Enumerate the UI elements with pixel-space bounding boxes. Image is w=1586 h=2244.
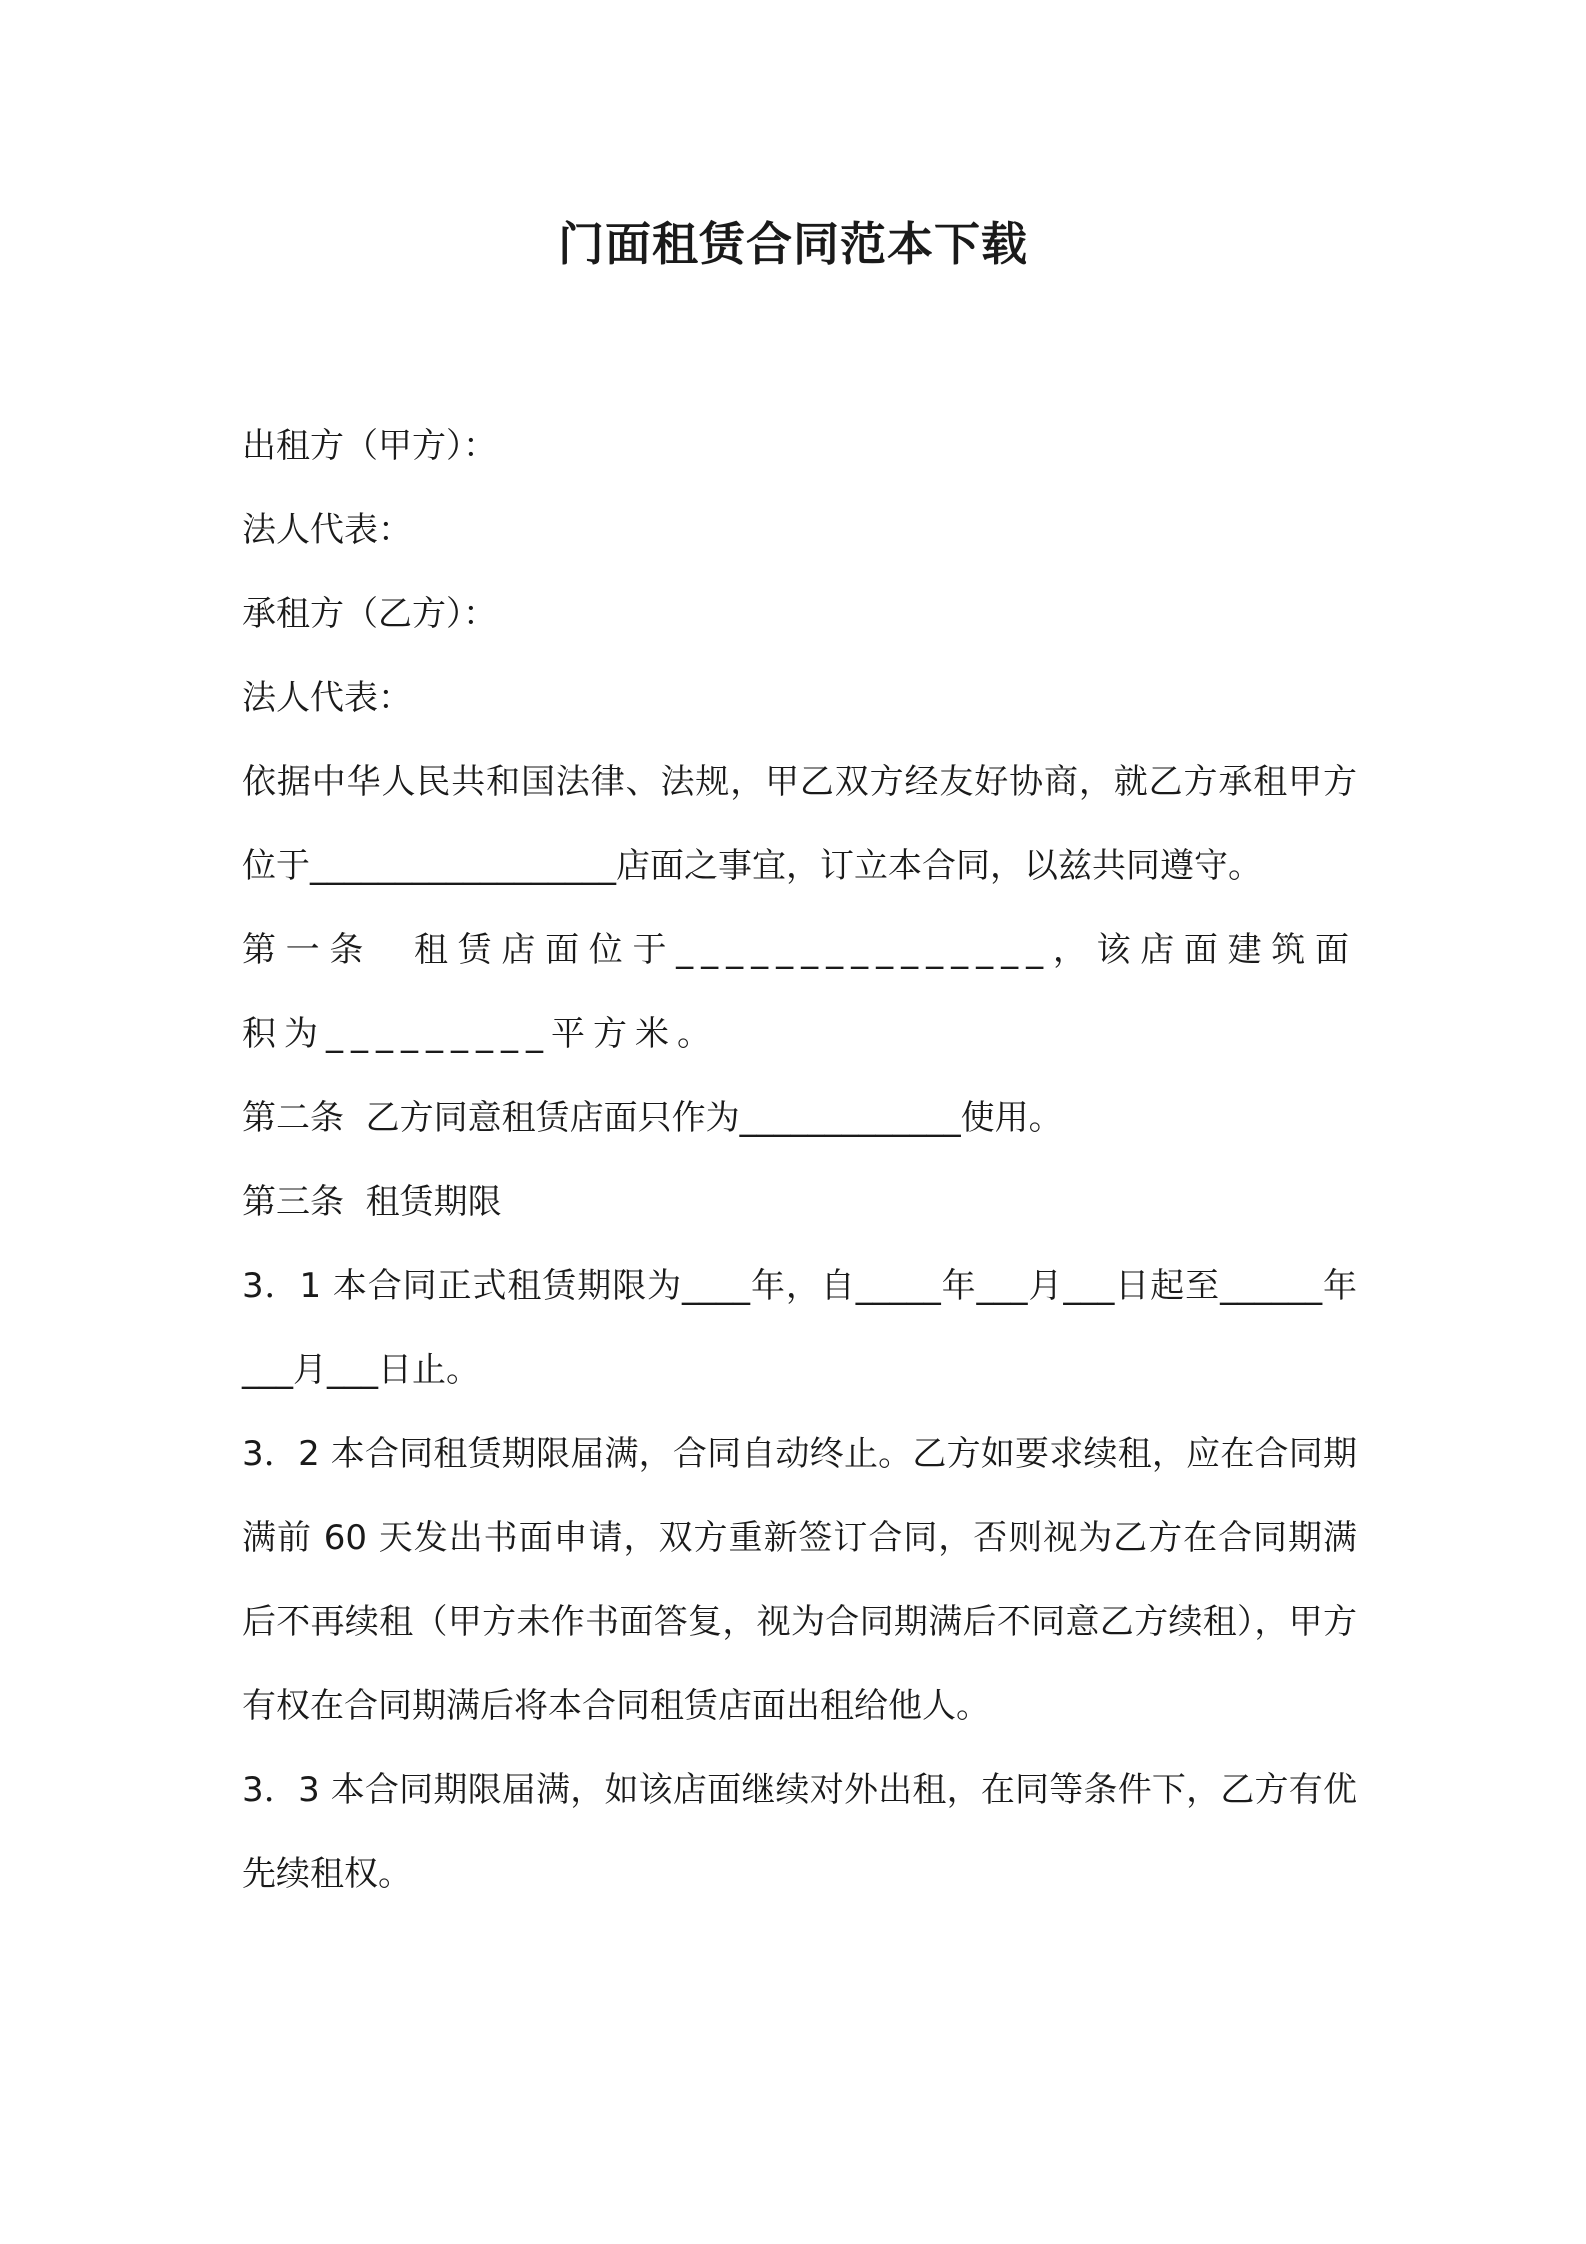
clause-3-3-paragraph: 3．3 本合同期限届满，如该店面继续对外出租，在同等条件下，乙方有优先续租权。 xyxy=(242,1770,1357,1894)
article-2-paragraph: 第二条 乙方同意租赁店面只作为_____________使用。 xyxy=(242,1098,1063,1138)
lessee-legal-rep-line: 法人代表： xyxy=(242,678,412,718)
lessor-legal-rep-line: 法人代表： xyxy=(242,510,412,550)
preamble-paragraph: 依据中华人民共和国法律、法规，甲乙双方经友好协商，就乙方承租甲方位于__________________店面之事宜，订立本合同，以兹共同遵守。 xyxy=(242,762,1357,886)
article-1-paragraph: 第一条 租赁店面位于_______________，该店面建筑面积为_________平方米。 xyxy=(242,930,1357,1054)
lessee-line: 承租方（乙方）： xyxy=(242,594,497,634)
clause-3-2-paragraph: 3．2 本合同租赁期限届满，合同自动终止。乙方如要求续租，应在合同期满前 60 天发出书面申请，双方重新签订合同，否则视为乙方在合同期满后不再续租（甲方未作书面答复，视为合同期满后不同意乙方续租），甲方有权在合同期满后将本合同租赁店面出租给他人。 xyxy=(242,1434,1357,1726)
document-body xyxy=(242,404,1357,1916)
clause-3-1-paragraph: 3．1 本合同正式租赁期限为____年，自_____年___月___日起至______年___月___日止。 xyxy=(242,1266,1357,1390)
lessor-line: 出租方（甲方）： xyxy=(242,426,497,466)
document-title: 门面租赁合同范本下载 xyxy=(558,217,1028,271)
article-3-heading: 第三条 租赁期限 xyxy=(242,1182,502,1222)
